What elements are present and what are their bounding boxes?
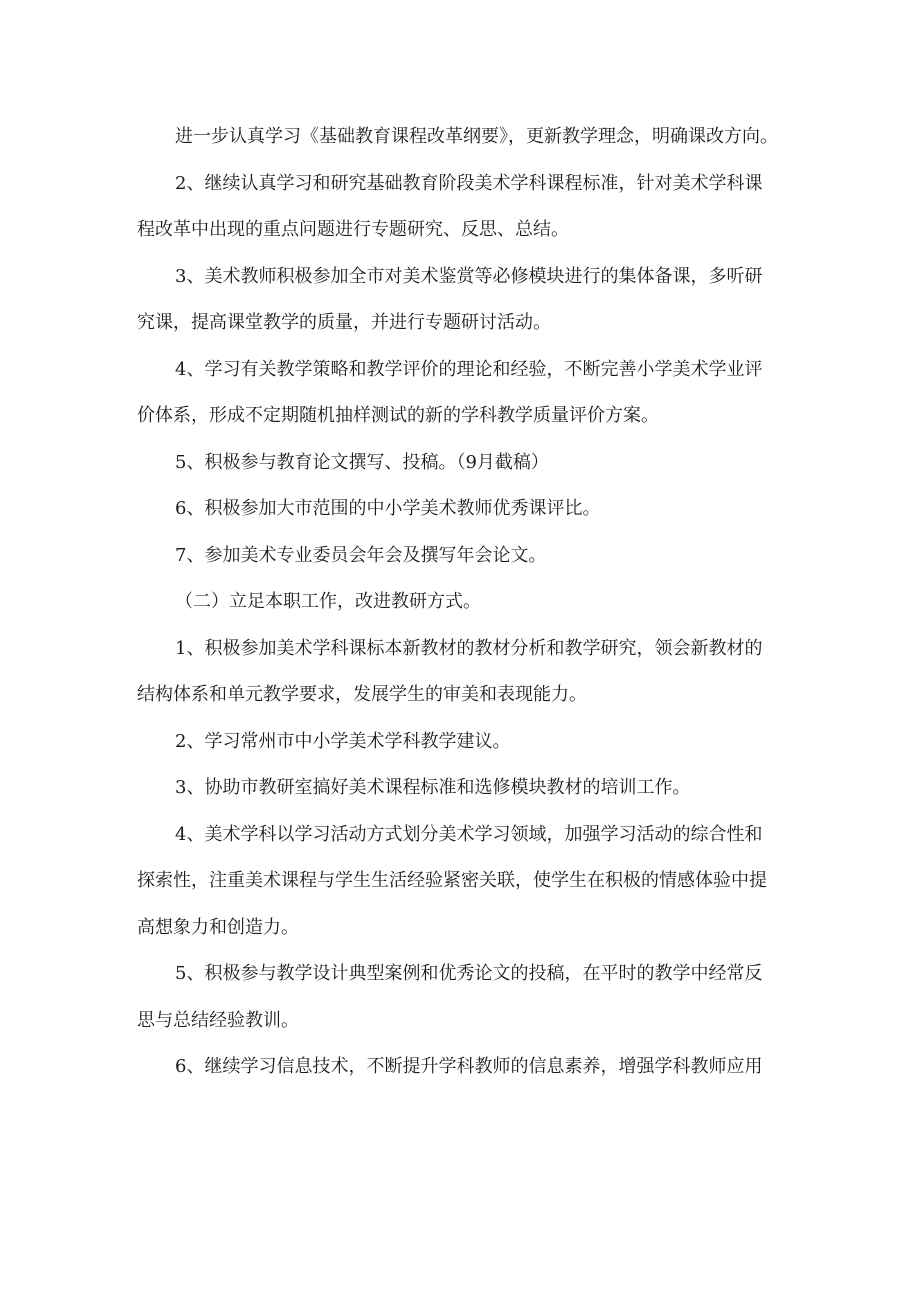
text-line-1: 进一步认真学习《基础教育课程改革纲要》，更新教学理念，明确课改方向。 xyxy=(175,126,778,147)
document-body xyxy=(137,114,787,1091)
text-line-15: 3、协助市教研室搞好美术课程标准和选修模块教材的培训工作。 xyxy=(175,777,691,798)
text-line-5: 究课，提高课堂教学的质量，并进行专题研讨活动。 xyxy=(137,312,551,333)
text-line-2: 2、继续认真学习和研究基础教育阶段美术学科课程标准，针对美术学科课 xyxy=(175,172,763,194)
text-line-14: 2、学习常州市中小学美术学科教学建议。 xyxy=(175,730,511,752)
text-line-16: 4、美术学科以学习活动方式划分美术学习领域，加强学习活动的综合性和 xyxy=(175,823,763,845)
text-line-7: 价体系，形成不定期随机抽样测试的新的学科教学质量评价方案。 xyxy=(137,405,659,426)
text-line-3: 程改革中出现的重点问题进行专题研究、反思、总结。 xyxy=(137,219,569,240)
text-line-6: 4、学习有关教学策略和教学评价的理论和经验，不断完善小学美术学业评 xyxy=(175,358,763,380)
text-line-9: 6、积极参加大市范围的中小学美术教师优秀课评比。 xyxy=(175,498,601,519)
text-line-4: 3、美术教师积极参加全市对美术鉴赏等必修模块进行的集体备课，多听研 xyxy=(175,265,763,287)
text-line-18: 高想象力和创造力。 xyxy=(137,916,299,938)
text-line-10: 7、参加美术专业委员会年会及撰写年会论文。 xyxy=(175,544,547,566)
text-line-21: 6、继续学习信息技术，不断提升学科教师的信息素养，增强学科教师应用 xyxy=(175,1056,763,1077)
section-heading: （二）立足本职工作，改进教研方式。 xyxy=(175,591,481,612)
text-line-17: 探索性，注重美术课程与学生生活经验紧密关联，使学生在积极的情感体验中提 xyxy=(137,870,767,891)
text-line-19: 5、积极参与教学设计典型案例和优秀论文的投稿，在平时的教学中经常反 xyxy=(175,963,763,984)
text-line-13: 结构体系和单元教学要求，发展学生的审美和表现能力。 xyxy=(137,684,587,705)
text-line-12: 1、积极参加美术学科课标本新教材的教材分析和教学研究，领会新教材的 xyxy=(175,637,763,659)
text-line-8: 5、积极参与教育论文撰写、投稿。（9月截稿） xyxy=(175,451,549,473)
text-line-20: 思与总结经验教训。 xyxy=(137,1009,299,1031)
